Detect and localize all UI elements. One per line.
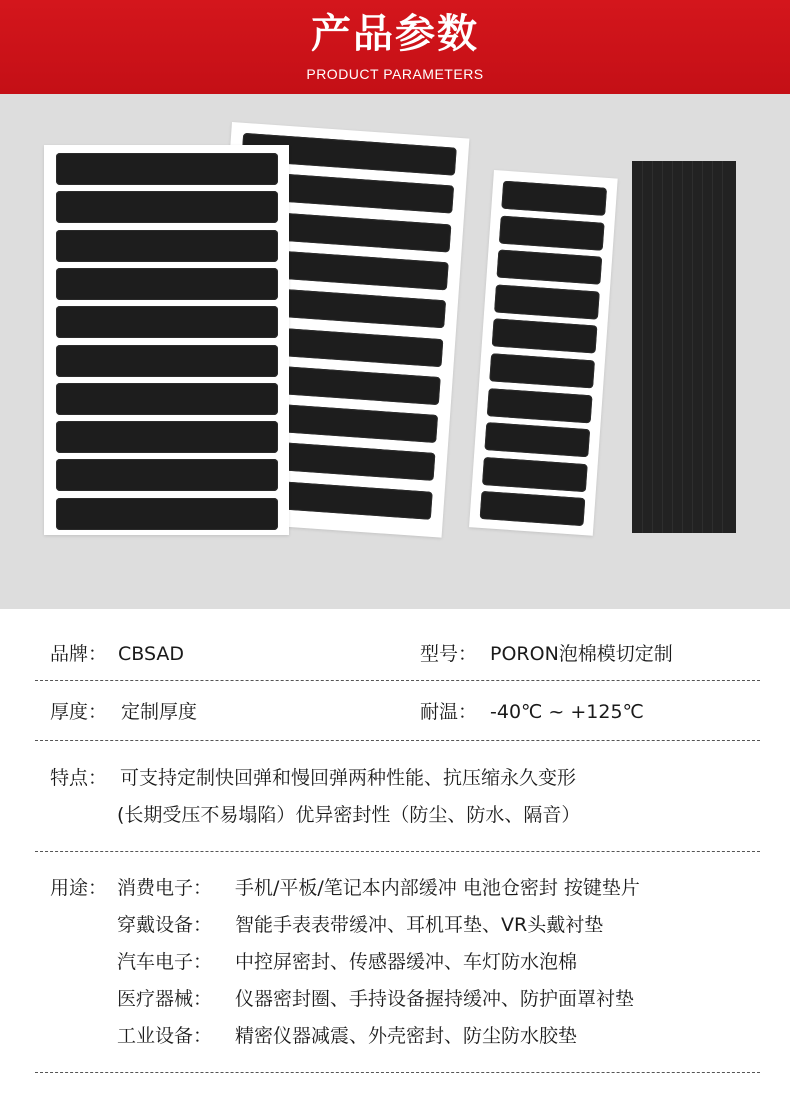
temperature-value: -40℃ ~ +125℃ [490, 701, 644, 723]
foam-strip [499, 215, 605, 250]
features-label: 特点： [50, 767, 108, 789]
brand-value: CBSAD [118, 643, 185, 665]
brand-label: 品牌： [50, 643, 108, 665]
foam-strip [56, 383, 278, 415]
foam-strip [56, 230, 278, 262]
foam-strip [501, 181, 607, 216]
model-label: 型号： [420, 643, 478, 665]
usage-label: 用途： [50, 877, 108, 899]
product-photo [0, 94, 790, 609]
features-line: 可支持定制快回弹和慢回弹两种性能、抗压缩永久变形 [120, 767, 577, 789]
foam-strip [482, 457, 588, 492]
foam-strip [56, 498, 278, 530]
foam-strip [480, 491, 586, 526]
usage-category: 汽车电子： [117, 951, 213, 973]
foam-strip [56, 459, 278, 491]
foam-sheet-black [632, 161, 736, 533]
divider [35, 1072, 760, 1073]
usage-category: 穿戴设备： [117, 914, 213, 936]
usage-category: 消费电子： [117, 877, 213, 899]
foam-strip [56, 421, 278, 453]
features-line: (长期受压不易塌陷）优异密封性（防尘、防水、隔音） [117, 804, 581, 826]
temperature-label: 耐温： [420, 701, 478, 723]
foam-strip [496, 250, 602, 285]
foam-strip [56, 153, 278, 185]
foam-strip [494, 284, 600, 319]
divider [35, 851, 760, 852]
page-subtitle: PRODUCT PARAMETERS [306, 66, 484, 82]
foam-strip [56, 268, 278, 300]
page-title: 产品参数 [311, 11, 479, 57]
usage-text: 手机/平板/笔记本内部缓冲 电池仓密封 按键垫片 [235, 877, 640, 899]
foam-sheet-front [44, 145, 289, 535]
usage-category: 工业设备： [117, 1025, 213, 1047]
model-value: PORON泡棉模切定制 [490, 643, 673, 665]
divider [35, 680, 760, 681]
thickness-value: 定制厚度 [121, 701, 198, 723]
foam-strip [56, 345, 278, 377]
spec-row-brand-model [0, 636, 790, 672]
divider [35, 740, 760, 741]
foam-sheet-narrow [469, 170, 618, 536]
usage-text: 智能手表表带缓冲、耳机耳垫、VR头戴衬垫 [235, 914, 604, 936]
foam-strip [484, 422, 590, 457]
foam-strip [492, 319, 598, 354]
foam-strip [489, 353, 595, 388]
spec-section [0, 609, 790, 1098]
usage-category: 医疗器械： [117, 988, 213, 1010]
header-banner [0, 0, 790, 94]
usage-text: 中控屏密封、传感器缓冲、车灯防水泡棉 [235, 951, 578, 973]
thickness-label: 厚度： [50, 701, 108, 723]
foam-strip [56, 191, 278, 223]
usage-text: 精密仪器减震、外壳密封、防尘防水胶垫 [235, 1025, 578, 1047]
foam-strip [487, 388, 593, 423]
spec-row-thickness-temperature [0, 694, 790, 730]
usage-text: 仪器密封圈、手持设备握持缓冲、防护面罩衬垫 [235, 988, 635, 1010]
foam-strip [56, 306, 278, 338]
